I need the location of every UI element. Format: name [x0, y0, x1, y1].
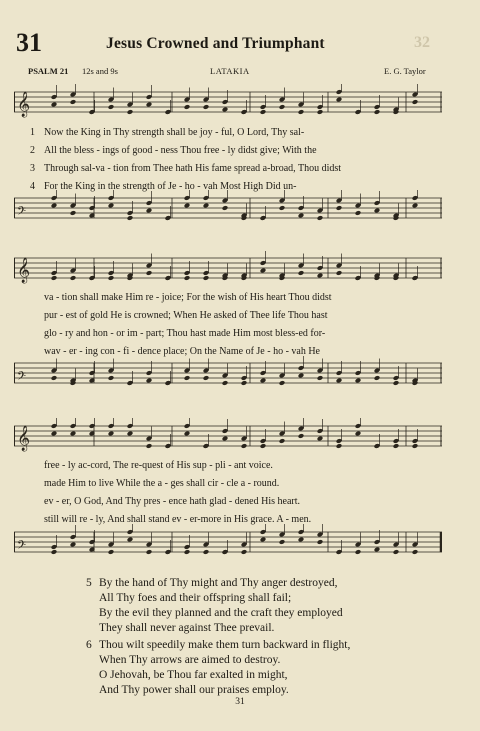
lyric-line: 1 Now the King in Thy strength shall be joy - ful, O Lord, Thy sal- — [30, 127, 305, 138]
lyric-line: free - ly ac-cord, The re-quest of His sup - pli - ant voice. — [44, 460, 273, 471]
bass-staff — [14, 190, 442, 224]
page-number: 31 — [235, 697, 245, 707]
stanza-line: O Jehovah, be Thou far exalted in might, — [99, 669, 288, 681]
bass-staff — [14, 355, 442, 389]
treble-staff — [14, 418, 442, 452]
stanza-line: 6 Thou wilt speedily make them turn backward in flight, — [86, 639, 351, 651]
lyric-line: va - tion shall make Him re - joice; For the wish of His heart Thou didst — [44, 292, 332, 303]
bleed-through-number: 32 — [414, 34, 430, 51]
svg-text:𝄞: 𝄞 — [17, 92, 31, 117]
lyric-line: pur - est of gold He is crowned; When He asked of Thee life Thou hast — [44, 310, 328, 321]
stanza-line: They shall never against Thee prevail. — [99, 622, 275, 634]
bass-staff — [14, 524, 442, 558]
meter: 12s and 9s — [82, 66, 118, 76]
treble-staff — [14, 250, 442, 284]
composer: E. G. Taylor — [384, 66, 426, 76]
hymn-number: 31 — [16, 28, 42, 57]
stanza-5 — [86, 577, 446, 637]
psalm-reference: PSALM 21 — [28, 66, 69, 76]
lyric-line: still will re - ly, And shall stand ev - er-more in His grace. A - men. — [44, 514, 312, 525]
lyric-line: 4 For the King in the strength of Je - ho - vah Most High Did un- — [30, 181, 297, 192]
svg-text:𝄢: 𝄢 — [17, 370, 27, 386]
lyric-line: 3 Through sal-va - tion from Thee hath His fame spread a-broad, Thou didst — [30, 163, 342, 174]
stanza-line: 5 By the hand of Thy might and Thy anger destroyed, — [86, 577, 338, 589]
lyric-line: glo - ry and hon - or im - part; Thou hast made Him most bless-ed for- — [44, 328, 326, 339]
hymn-title: Jesus Crowned and Triumphant — [106, 35, 325, 52]
svg-text:𝄢: 𝄢 — [17, 539, 27, 555]
tune-name: LATAKIA — [210, 66, 250, 76]
treble-staff — [14, 84, 442, 118]
lyric-line: 2 All the bless - ings of good - ness Thou free - ly didst give; With the — [30, 145, 317, 156]
stanza-line: And Thy power shall our praises employ. — [99, 684, 289, 696]
lyric-line: made Him to live While the a - ges shall cir - cle a - round. — [44, 478, 280, 489]
svg-text:𝄞: 𝄞 — [17, 258, 31, 283]
svg-text:𝄢: 𝄢 — [17, 205, 27, 221]
lyric-line: wav - er - ing con - fi - dence place; On the Name of Je - ho - vah He — [44, 346, 320, 357]
lyric-line: ev - er, O God, And Thy pres - ence hath glad - dened His heart. — [44, 496, 301, 507]
stanza-line: By the evil they planned and the craft they employed — [99, 607, 343, 619]
stanza-line: All Thy foes and their offspring shall fail; — [99, 592, 292, 604]
svg-text:𝄞: 𝄞 — [17, 426, 31, 451]
stanza-line: When Thy arrows are aimed to destroy. — [99, 654, 281, 666]
stanza-6 — [86, 639, 446, 699]
